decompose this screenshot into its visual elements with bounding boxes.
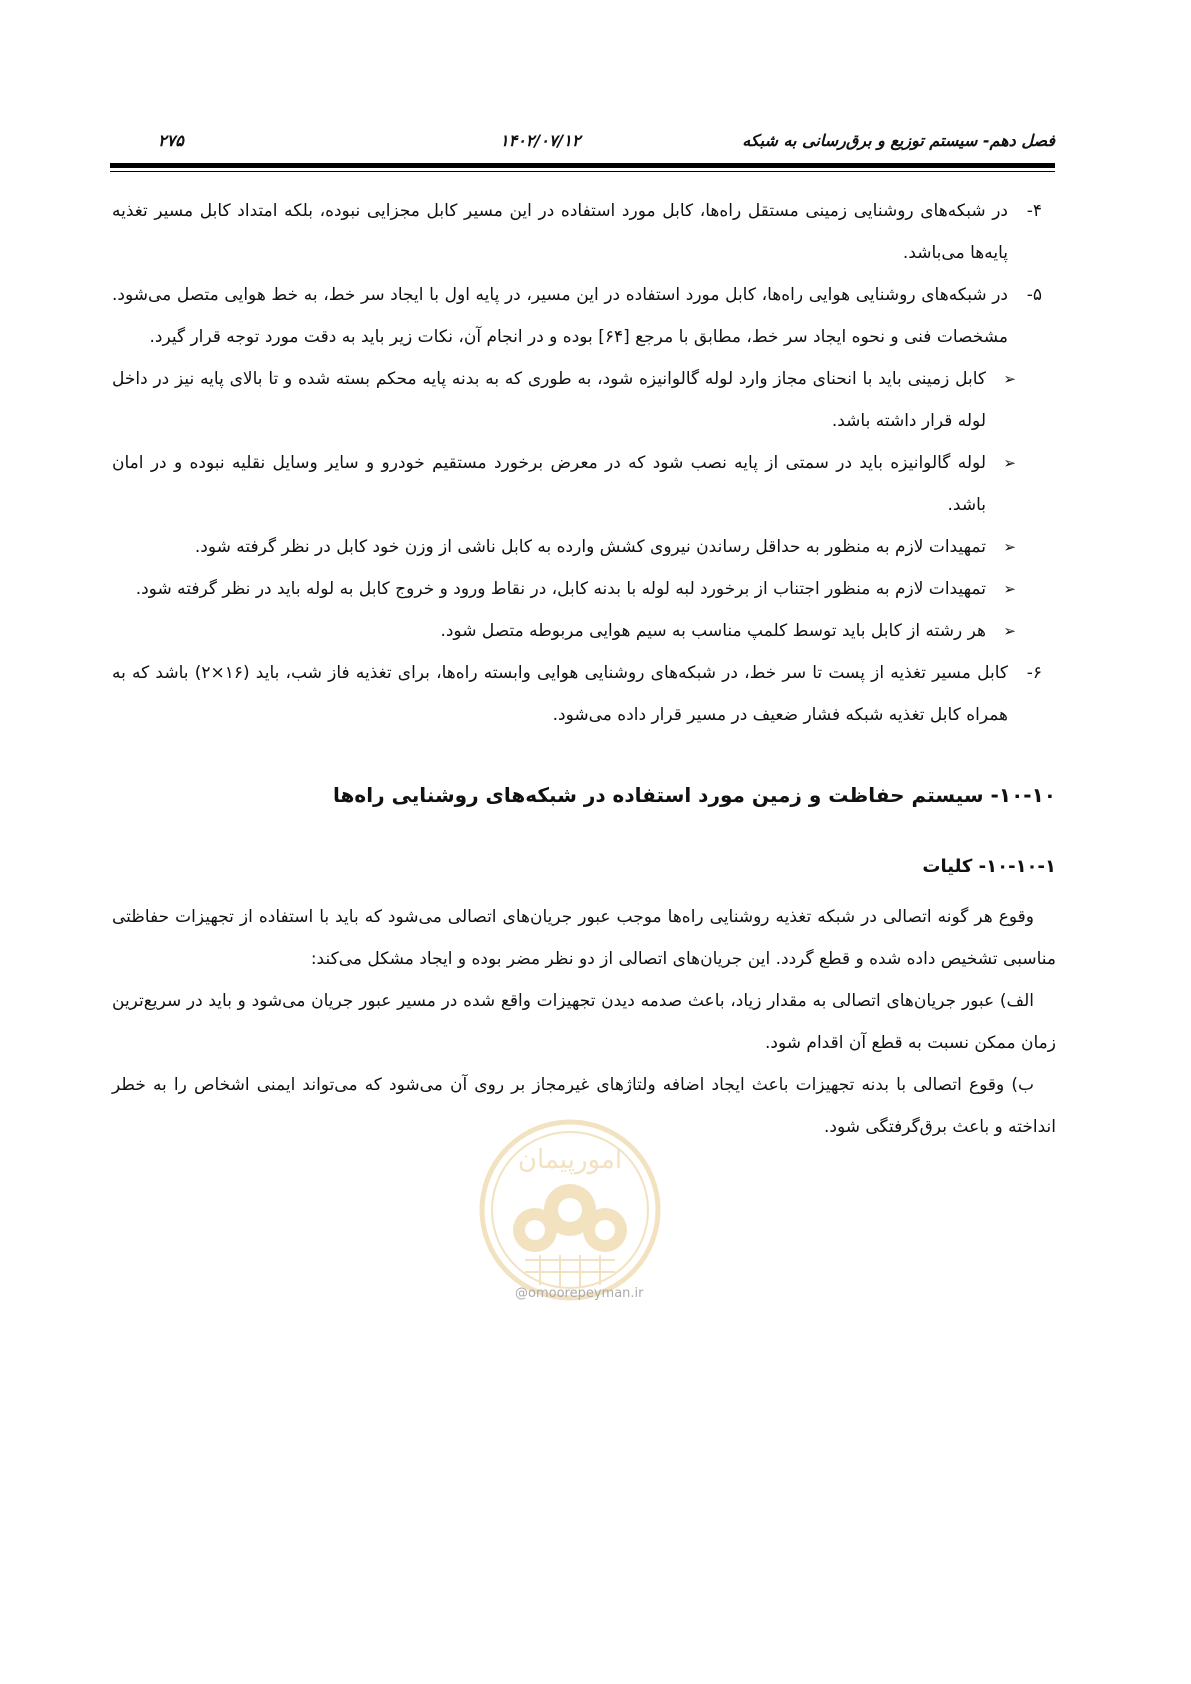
header-rule-thick (110, 163, 1055, 168)
page-header (110, 131, 1055, 157)
section-heading: ۱۰-۱۰- سیستم حفاظت و زمین مورد استفاده در شبکه‌های روشنایی راه‌ها (333, 783, 1056, 807)
page-number: ۲۷۵ (158, 131, 184, 150)
watermark-url: @omoorepeyman.ir (515, 1286, 644, 1301)
bullet-item-4 (112, 568, 1016, 610)
document-body (112, 190, 1056, 1148)
chapter-title: فصل دهم- سیستم توزیع و برق‌رسانی به شبکه (742, 131, 1055, 150)
bullet-text: کابل زمینی باید با انحنای مجاز وارد لوله گالوانیزه شود، به طوری که به بدنه پایه محکم بسته شده و تا بالای پایه نیز در داخل لوله قرار داشته باشد. (112, 369, 986, 431)
bullet-text: لوله گالوانیزه باید در سمتی از پایه نصب شود که در معرض برخورد مستقیم خودرو و سایر وسایل نقلیه نبوده و در امان باشد. (112, 453, 986, 515)
arrow-bullet-icon: ➢ (1003, 454, 1016, 472)
bullet-item-2 (112, 442, 1016, 526)
bullet-text: تمهیدات لازم به منظور به حداقل رساندن نیروی کشش وارده به کابل ناشی از وزن خود کابل در نظر گرفته شود. (194, 537, 986, 557)
bullet-text: تمهیدات لازم به منظور اجتناب از برخورد لبه لوله با بدنه کابل، در نقاط ورود و خروج کابل به لوله باید در نظر گرفته شود. (135, 579, 986, 599)
item-text: کابل مسیر تغذیه از پست تا سر خط، در شبکه‌های روشنایی هوایی وابسته راه‌ها، برای تغذیه فاز شب، باید (۱۶×۲) باشد که به همراه کابل تغذیه شبکه فشار ضعیف در مسیر قرار داده می‌شود. (112, 663, 1008, 725)
bullet-item-1 (112, 358, 1016, 442)
header-date: ۱۴۰۲/۰۷/۱۲ (500, 131, 581, 150)
watermark-logo-text: امورپیمان (517, 1145, 623, 1175)
paragraph-b: ب) وقوع اتصالی با بدنه تجهیزات باعث ایجاد اضافه ولتاژهای غیرمجاز بر روی آن می‌شود که می‌تواند ایمنی اشخاص را به خطر انداخته و باعث برق‌گرفتگی شود. (112, 1075, 1056, 1137)
arrow-bullet-icon: ➢ (1003, 622, 1016, 640)
numbered-item-5 (112, 274, 1042, 358)
item-text: در شبکه‌های روشنایی هوایی راه‌ها، کابل مورد استفاده در این مسیر، در پایه اول با ایجاد سر خط، به خط هوایی متصل می‌شود. مشخصات فنی و نحوه ایجاد سر خط، مطابق با مرجع [۶۴] بوده و در انجام آن، نکات زیر باید به دقت مورد توجه قرار گیرد. (112, 285, 1008, 347)
arrow-bullet-icon: ➢ (1003, 580, 1016, 598)
item-text: در شبکه‌های روشنایی زمینی مستقل راه‌ها، کابل مورد استفاده در این مسیر کابل مجزایی نبوده، بلکه امتداد کابل مسیر تغذیه پایه‌ها می‌باشد. (112, 201, 1008, 263)
item-number: ۵- (1026, 285, 1042, 305)
paragraph-a: الف) عبور جریان‌های اتصالی به مقدار زیاد، باعث صدمه دیدن تجهیزات واقع شده در مسیر عبور جریان می‌شود و باید در سریع‌ترین زمان ممکن نسبت به قطع آن اقدام شود. (112, 991, 1056, 1053)
arrow-bullet-icon: ➢ (1003, 370, 1016, 388)
bullet-text: هر رشته از کابل باید توسط کلمپ مناسب به سیم هوایی مربوطه متصل شود. (440, 621, 986, 641)
header-rule-thin (110, 171, 1055, 172)
arrow-bullet-icon: ➢ (1003, 538, 1016, 556)
item-number: ۴- (1026, 201, 1042, 221)
item-number: ۶- (1026, 663, 1042, 683)
numbered-item-4 (112, 190, 1042, 274)
subsection-heading: ۱۰-۱۰-۱- کلیات (922, 856, 1056, 877)
bullet-item-5 (112, 610, 1016, 652)
bullet-item-3 (112, 526, 1016, 568)
intro-paragraph: وقوع هر گونه اتصالی در شبکه تغذیه روشنایی راه‌ها موجب عبور جریان‌های اتصالی می‌شود که باید با استفاده از تجهیزات حفاظتی مناسبی تشخیص داده شده و قطع گردد. این جریان‌های اتصالی از دو نظر مضر بوده و ایجاد مشکل می‌کند: (112, 907, 1056, 969)
numbered-item-6 (112, 652, 1042, 736)
